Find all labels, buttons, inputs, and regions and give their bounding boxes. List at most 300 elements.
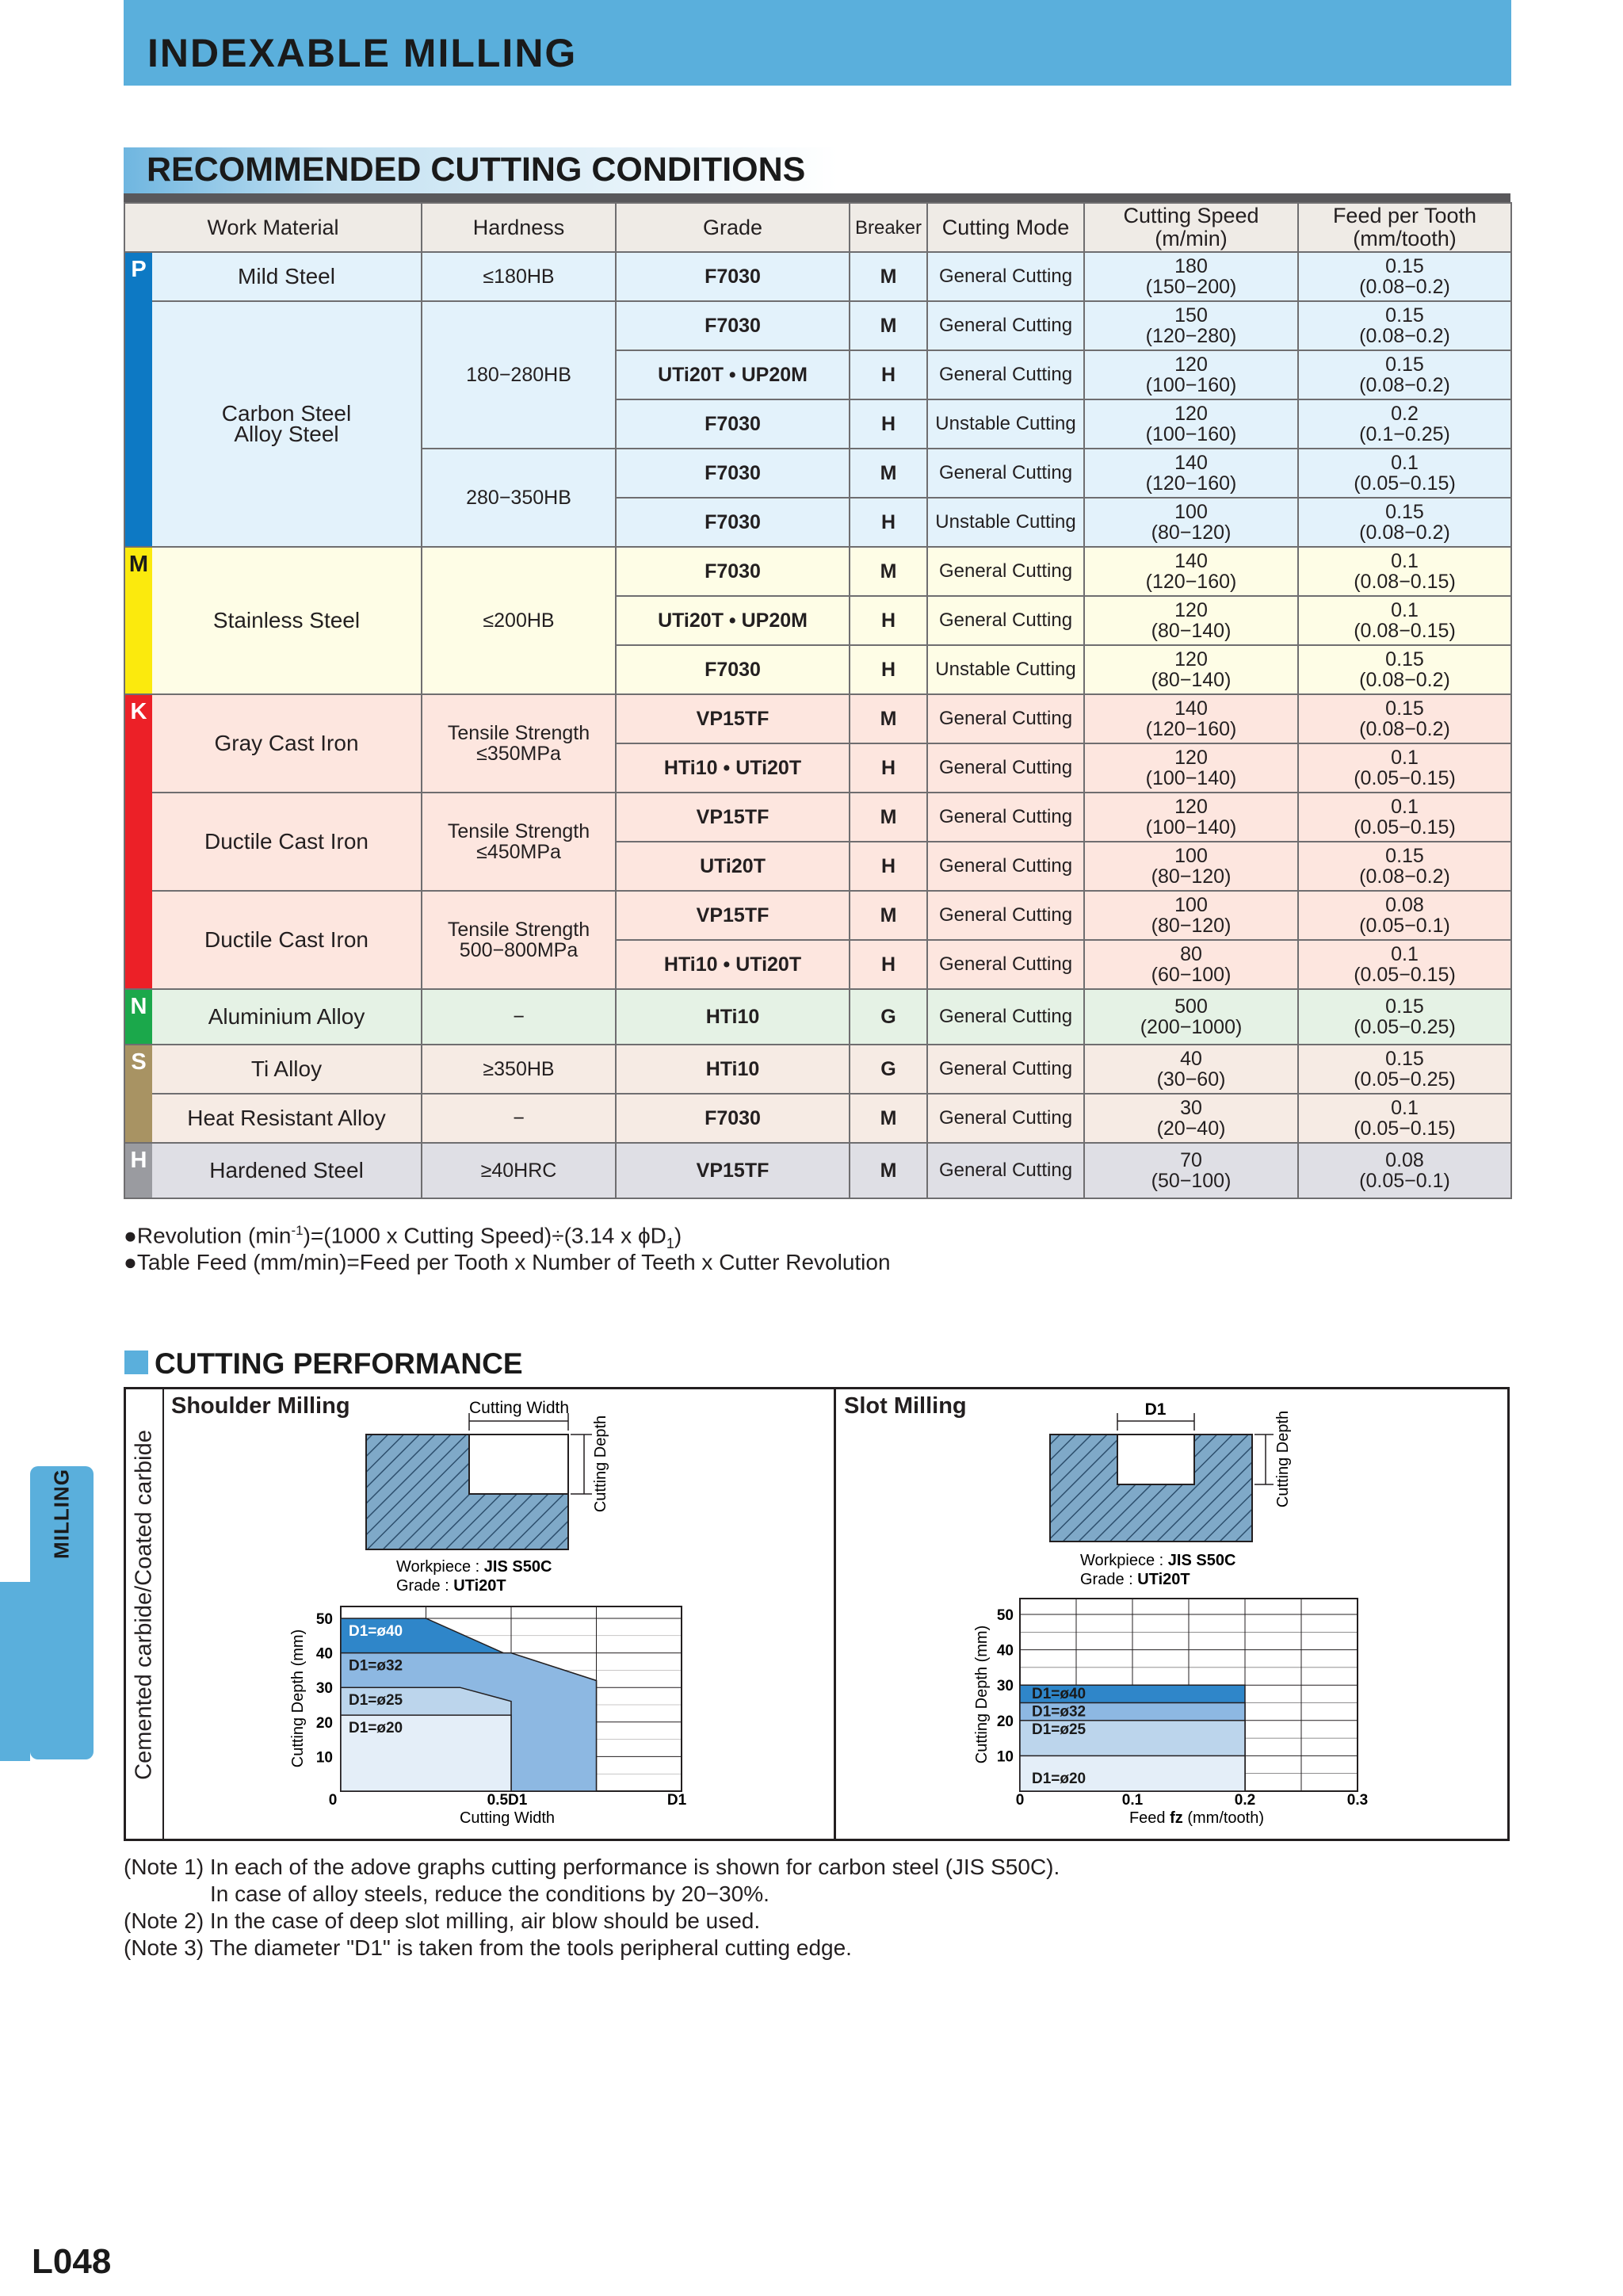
cutting-speed-cell xyxy=(1084,547,1298,596)
cutting-mode-value: Unstable Cutting xyxy=(935,659,1076,680)
feed-cell xyxy=(1298,891,1511,940)
feed-range: (0.08−0.2) xyxy=(1359,521,1450,544)
section-rule xyxy=(124,193,1510,202)
shoulder-series-label: D1=ø32 xyxy=(349,1657,403,1675)
feed-cell xyxy=(1298,301,1511,350)
hardness-line: ≤450MPa xyxy=(476,841,561,863)
cutting-mode-value: General Cutting xyxy=(938,1058,1073,1079)
cutting-speed-cell xyxy=(1084,498,1298,547)
feed-cell xyxy=(1298,350,1511,399)
breaker-cell xyxy=(850,940,927,989)
grade-value: HTi10 • UTi20T xyxy=(663,953,802,976)
cutting-speed-cell xyxy=(1084,350,1298,399)
breaker-value: M xyxy=(880,560,897,583)
cutting-speed-cell xyxy=(1084,1045,1298,1094)
grade-value: VP15TF xyxy=(696,904,769,926)
cutting-mode-cell xyxy=(927,842,1084,891)
table-row xyxy=(124,1143,1511,1198)
feed-value: 0.08 xyxy=(1385,894,1424,916)
table-row xyxy=(124,1045,1511,1094)
breaker-cell xyxy=(850,793,927,842)
formula-revolution xyxy=(124,1223,682,1252)
header-work-material: Work Material xyxy=(124,203,422,252)
feed-value: 0.1 xyxy=(1391,943,1419,965)
breaker-value: M xyxy=(880,904,897,926)
grade-cell xyxy=(616,891,850,940)
grade-cell xyxy=(616,989,850,1045)
slot-y-tick: 10 xyxy=(996,1748,1014,1766)
header-hardness: Hardness xyxy=(422,203,616,252)
slot-y-tick: 30 xyxy=(996,1678,1014,1695)
hardness-line: 500−800MPa xyxy=(459,939,579,961)
feed-range: (0.05−0.15) xyxy=(1354,964,1456,986)
formula-rev-part: ●Revolution (min xyxy=(124,1223,292,1248)
material-mild-steel: Mild Steel xyxy=(152,252,422,301)
grade-value: HTi10 • UTi20T xyxy=(663,757,802,779)
feed-range: (0.1−0.25) xyxy=(1359,423,1450,445)
grade-cell xyxy=(616,842,850,891)
cutting-mode-value: General Cutting xyxy=(938,757,1073,778)
feed-range: (0.08−0.15) xyxy=(1354,571,1456,593)
workpiece-text xyxy=(396,1558,552,1576)
cutting-conditions-table xyxy=(124,202,1512,1199)
breaker-cell xyxy=(850,842,927,891)
cutting-speed-cell xyxy=(1084,891,1298,940)
breaker-cell xyxy=(850,449,927,498)
breaker-value: H xyxy=(880,364,896,386)
cutting-mode-value: General Cutting xyxy=(938,1107,1073,1129)
cutting-speed-cell xyxy=(1084,694,1298,743)
cutting-speed-cell xyxy=(1084,793,1298,842)
cutting-mode-cell xyxy=(927,989,1084,1045)
category-n: N xyxy=(124,989,152,1045)
feed-cell xyxy=(1298,793,1511,842)
feed-range: (0.05−0.15) xyxy=(1354,1117,1456,1140)
grade-value: UTi20T • UP20M xyxy=(658,364,808,386)
feed-cell xyxy=(1298,596,1511,645)
speed-value: 180 xyxy=(1174,255,1208,277)
grade-value: F7030 xyxy=(705,413,761,435)
category-p: P xyxy=(124,252,152,547)
feed-value: 0.15 xyxy=(1385,501,1424,523)
shoulder-milling-title: Shoulder Milling xyxy=(171,1393,350,1419)
shoulder-y-tick: 50 xyxy=(315,1611,333,1628)
cutting-mode-cell xyxy=(927,1143,1084,1198)
breaker-value: H xyxy=(880,609,896,632)
material-carbon-line1: Carbon Steel xyxy=(221,401,352,426)
feed-range: (0.05−0.15) xyxy=(1354,816,1456,839)
shoulder-y-axis-label: Cutting Depth (mm) xyxy=(289,1629,307,1768)
material-stainless-steel: Stainless Steel xyxy=(152,547,422,694)
feed-range: (0.05−0.15) xyxy=(1354,472,1456,495)
speed-range: (120−160) xyxy=(1145,571,1237,593)
slot-y-tick: 40 xyxy=(996,1642,1014,1660)
grade-value: UTi20T xyxy=(700,855,766,877)
feed-value: 0.15 xyxy=(1385,845,1424,867)
slot-x-axis-part: fz xyxy=(1170,1809,1183,1827)
breaker-cell xyxy=(850,596,927,645)
cutting-mode-cell xyxy=(927,1094,1084,1143)
speed-range: (150−200) xyxy=(1145,276,1237,298)
page-number: L048 xyxy=(32,2242,112,2281)
hardness-cell: ≥40HRC xyxy=(422,1143,616,1198)
breaker-cell xyxy=(850,1094,927,1143)
cutting-speed-cell xyxy=(1084,1094,1298,1143)
shoulder-x-tick-0: 0 xyxy=(328,1792,338,1809)
formula-rev-sub: 1 xyxy=(666,1235,674,1251)
feed-value: 0.15 xyxy=(1385,304,1424,327)
slot-workpiece-text xyxy=(1080,1552,1235,1569)
category-m: M xyxy=(124,547,152,694)
feed-range: (0.08−0.2) xyxy=(1359,718,1450,740)
breaker-cell xyxy=(850,891,927,940)
grade-cell xyxy=(616,350,850,399)
hardness-cell: 180−280HB xyxy=(422,301,616,449)
table-row xyxy=(124,547,1511,596)
cutting-depth-label: Cutting Depth xyxy=(592,1415,609,1513)
breaker-cell xyxy=(850,1143,927,1198)
grade-value: F7030 xyxy=(705,266,761,288)
feed-value: 0.15 xyxy=(1385,1048,1424,1070)
hardness-line: Tensile Strength xyxy=(447,820,590,842)
hardness-line: Tensile Strength xyxy=(447,919,590,941)
feed-value: 0.1 xyxy=(1391,1097,1419,1119)
hardness-cell xyxy=(422,793,616,891)
grade-value: F7030 xyxy=(705,462,761,484)
slot-workpiece-diagram xyxy=(1050,1413,1274,1541)
grade-value: F7030 xyxy=(705,1107,761,1129)
cutting-mode-cell xyxy=(927,498,1084,547)
speed-range: (100−160) xyxy=(1145,423,1237,445)
speed-value: 30 xyxy=(1180,1097,1202,1119)
cutting-speed-cell xyxy=(1084,596,1298,645)
cutting-speed-cell xyxy=(1084,989,1298,1045)
slot-y-tick: 50 xyxy=(996,1607,1014,1624)
cutting-mode-value: General Cutting xyxy=(938,560,1073,582)
slot-y-axis-label: Cutting Depth (mm) xyxy=(973,1625,991,1764)
grade-value: UTi20T • UP20M xyxy=(658,609,808,632)
shoulder-milling-figure xyxy=(164,1391,834,1839)
breaker-cell xyxy=(850,989,927,1045)
grade-cell xyxy=(616,743,850,793)
speed-value: 100 xyxy=(1174,845,1208,867)
grade-cell xyxy=(616,449,850,498)
hardness-cell: 280−350HB xyxy=(422,449,616,547)
cutting-speed-cell xyxy=(1084,399,1298,449)
speed-range: (80−140) xyxy=(1151,620,1232,642)
grade-value: VP15TF xyxy=(696,708,769,730)
d1-label: D1 xyxy=(1144,1400,1167,1419)
table-row xyxy=(124,301,1511,350)
slot-milling-figure xyxy=(836,1391,1508,1839)
slot-cutting-depth-label: Cutting Depth xyxy=(1274,1410,1292,1508)
cutting-mode-cell xyxy=(927,399,1084,449)
breaker-cell xyxy=(850,252,927,301)
cutting-mode-value: General Cutting xyxy=(938,806,1073,827)
breaker-cell xyxy=(850,694,927,743)
material-ti-alloy: Ti Alloy xyxy=(152,1045,422,1094)
formula-table-feed: ●Table Feed (mm/min)=Feed per Tooth x Number of Teeth x Cutter Revolution xyxy=(124,1250,891,1274)
workpiece-value: JIS S50C xyxy=(483,1558,552,1576)
breaker-cell xyxy=(850,399,927,449)
breaker-value: H xyxy=(880,413,896,435)
speed-range: (60−100) xyxy=(1151,964,1232,986)
slot-x-tick: 0.2 xyxy=(1234,1792,1256,1809)
slot-series-label: D1=ø32 xyxy=(1032,1703,1086,1721)
grade-value: F7030 xyxy=(705,511,761,533)
cutting-speed-cell xyxy=(1084,301,1298,350)
breaker-value: H xyxy=(880,855,896,877)
feed-value: 0.1 xyxy=(1391,452,1419,474)
cutting-mode-value: General Cutting xyxy=(938,315,1073,336)
hardness-line: Tensile Strength xyxy=(447,722,590,744)
speed-value: 140 xyxy=(1174,452,1208,474)
cutting-mode-cell xyxy=(927,891,1084,940)
feed-range: (0.08−0.15) xyxy=(1354,620,1456,642)
feed-range: (0.08−0.2) xyxy=(1359,865,1450,888)
breaker-value: H xyxy=(880,659,896,681)
shoulder-y-tick: 20 xyxy=(315,1714,333,1732)
grade-cell xyxy=(616,498,850,547)
feed-range: (0.05−0.1) xyxy=(1359,915,1450,937)
hardness-cell: − xyxy=(422,989,616,1045)
header-grade: Grade xyxy=(616,203,850,252)
feed-range: (0.08−0.2) xyxy=(1359,669,1450,691)
hardness-cell xyxy=(422,891,616,989)
formula-rev-part: )=(1000 x Cutting Speed)÷(3.14 x ϕD xyxy=(303,1223,666,1248)
grade-cell xyxy=(616,399,850,449)
speed-value: 120 xyxy=(1174,403,1208,425)
speed-value: 120 xyxy=(1174,648,1208,670)
header-feed-line1: Feed per Tooth xyxy=(1332,204,1477,227)
slot-grade-value: UTi20T xyxy=(1137,1571,1190,1588)
grade-cell xyxy=(616,596,850,645)
feed-range: (0.05−0.25) xyxy=(1354,1068,1456,1091)
cutting-mode-cell xyxy=(927,252,1084,301)
grade-label: Grade : xyxy=(396,1577,454,1595)
shoulder-workpiece-diagram xyxy=(366,1413,592,1549)
feed-value: 0.1 xyxy=(1391,550,1419,572)
hardness-cell: ≥350HB xyxy=(422,1045,616,1094)
cutting-mode-value: General Cutting xyxy=(938,904,1073,926)
shoulder-x-axis-label: Cutting Width xyxy=(459,1809,556,1827)
grade-text xyxy=(396,1577,506,1595)
cutting-mode-value: General Cutting xyxy=(938,609,1073,631)
feed-value: 0.1 xyxy=(1391,796,1419,818)
cutting-mode-value: General Cutting xyxy=(938,1006,1073,1027)
slot-chart xyxy=(997,1599,1368,1809)
tool-material-label: Cemented carbide/Coated carbide xyxy=(131,1430,157,1780)
breaker-cell xyxy=(850,1045,927,1094)
hardness-cell xyxy=(422,694,616,793)
speed-range: (200−1000) xyxy=(1140,1016,1243,1038)
table-header-row xyxy=(124,203,1511,252)
speed-value: 120 xyxy=(1174,747,1208,769)
grade-cell xyxy=(616,645,850,694)
cutting-mode-value: General Cutting xyxy=(938,364,1073,385)
slot-x-tick: 0.1 xyxy=(1121,1792,1144,1809)
category-h: H xyxy=(124,1143,152,1198)
material-ductile-cast-iron-1: Ductile Cast Iron xyxy=(152,793,422,891)
grade-cell xyxy=(616,793,850,842)
speed-range: (100−140) xyxy=(1145,816,1237,839)
cutting-mode-cell xyxy=(927,940,1084,989)
speed-range: (120−160) xyxy=(1145,718,1237,740)
shoulder-y-tick: 40 xyxy=(315,1645,333,1663)
speed-range: (80−120) xyxy=(1151,915,1232,937)
slot-workpiece-value: JIS S50C xyxy=(1167,1552,1236,1569)
breaker-cell xyxy=(850,645,927,694)
material-hardened-steel: Hardened Steel xyxy=(152,1143,422,1198)
feed-cell xyxy=(1298,940,1511,989)
material-carbon-line2: Alloy Steel xyxy=(234,422,339,446)
cutting-speed-cell xyxy=(1084,940,1298,989)
feed-cell xyxy=(1298,743,1511,793)
speed-value: 140 xyxy=(1174,550,1208,572)
breaker-value: M xyxy=(880,1107,897,1129)
grade-cell xyxy=(616,547,850,596)
breaker-cell xyxy=(850,350,927,399)
slot-series-label: D1=ø25 xyxy=(1032,1721,1086,1738)
feed-value: 0.15 xyxy=(1385,353,1424,376)
feed-value: 0.15 xyxy=(1385,648,1424,670)
feed-range: (0.05−0.25) xyxy=(1354,1016,1456,1038)
speed-range: (100−160) xyxy=(1145,374,1237,396)
side-tab-left xyxy=(0,1582,30,1761)
breaker-cell xyxy=(850,301,927,350)
shoulder-x-tick-end: D1 xyxy=(666,1792,687,1809)
speed-value: 140 xyxy=(1174,697,1208,720)
category-s: S xyxy=(124,1045,152,1143)
slot-milling-title: Slot Milling xyxy=(844,1393,967,1419)
cutting-speed-cell xyxy=(1084,252,1298,301)
side-tab-label: MILLING xyxy=(49,1469,74,1559)
cutting-speed-cell xyxy=(1084,645,1298,694)
breaker-cell xyxy=(850,743,927,793)
feed-range: (0.08−0.2) xyxy=(1359,276,1450,298)
breaker-cell xyxy=(850,547,927,596)
feed-range: (0.08−0.2) xyxy=(1359,374,1450,396)
cutting-mode-value: Unstable Cutting xyxy=(935,511,1076,533)
feed-range: (0.05−0.15) xyxy=(1354,767,1456,789)
hardness-cell: ≤200HB xyxy=(422,547,616,694)
breaker-value: M xyxy=(880,1159,897,1182)
cutting-mode-value: General Cutting xyxy=(938,1159,1073,1181)
speed-value: 500 xyxy=(1174,995,1208,1018)
header-cutting-speed xyxy=(1084,203,1298,252)
formula-rev-part: ) xyxy=(674,1223,682,1248)
grade-cell xyxy=(616,694,850,743)
speed-value: 100 xyxy=(1174,501,1208,523)
grade-cell xyxy=(616,1094,850,1143)
cutting-mode-value: General Cutting xyxy=(938,855,1073,877)
breaker-value: H xyxy=(880,757,896,779)
speed-value: 120 xyxy=(1174,796,1208,818)
feed-value: 0.2 xyxy=(1391,403,1419,425)
cutting-mode-value: General Cutting xyxy=(938,462,1073,483)
note-3: (Note 3) The diameter "D1" is taken from the tools peripheral cutting edge. xyxy=(124,1935,852,1960)
speed-value: 120 xyxy=(1174,599,1208,621)
feed-cell xyxy=(1298,1045,1511,1094)
feed-cell xyxy=(1298,252,1511,301)
cutting-mode-cell xyxy=(927,645,1084,694)
cutting-width-label: Cutting Width xyxy=(468,1399,570,1417)
cutting-mode-value: General Cutting xyxy=(938,708,1073,729)
speed-value: 120 xyxy=(1174,353,1208,376)
material-heat-resistant-alloy: Heat Resistant Alloy xyxy=(152,1094,422,1143)
table-row xyxy=(124,891,1511,940)
section-title-performance: CUTTING PERFORMANCE xyxy=(155,1347,523,1380)
speed-range: (80−120) xyxy=(1151,865,1232,888)
breaker-value: M xyxy=(880,708,897,730)
feed-cell xyxy=(1298,1094,1511,1143)
speed-range: (80−120) xyxy=(1151,521,1232,544)
feed-value: 0.1 xyxy=(1391,747,1419,769)
header-speed-line1: Cutting Speed xyxy=(1123,204,1259,227)
cutting-mode-cell xyxy=(927,596,1084,645)
breaker-value: H xyxy=(880,511,896,533)
feed-cell xyxy=(1298,449,1511,498)
shoulder-series-label: D1=ø25 xyxy=(349,1692,403,1710)
table-row xyxy=(124,252,1511,301)
feed-value: 0.15 xyxy=(1385,697,1424,720)
speed-value: 150 xyxy=(1174,304,1208,327)
slot-workpiece-label: Workpiece : xyxy=(1080,1552,1168,1569)
cutting-speed-cell xyxy=(1084,842,1298,891)
cutting-mode-value: Unstable Cutting xyxy=(935,413,1076,434)
feed-cell xyxy=(1298,645,1511,694)
breaker-value: H xyxy=(880,953,896,976)
cutting-mode-value: General Cutting xyxy=(938,266,1073,287)
table-row xyxy=(124,989,1511,1045)
material-ductile-cast-iron-2: Ductile Cast Iron xyxy=(152,891,422,989)
shoulder-chart xyxy=(316,1606,682,1791)
page-title: INDEXABLE MILLING xyxy=(147,31,578,75)
slot-x-tick: 0.3 xyxy=(1346,1792,1369,1809)
slot-x-axis-part: Feed xyxy=(1128,1809,1170,1827)
speed-range: (50−100) xyxy=(1151,1170,1232,1192)
speed-range: (120−160) xyxy=(1145,472,1237,495)
material-carbon-alloy-steel xyxy=(152,301,422,547)
cutting-mode-cell xyxy=(927,547,1084,596)
feed-cell xyxy=(1298,1143,1511,1198)
note-1a: (Note 1) In each of the adove graphs cutting performance is shown for carbon steel (JIS S50C). xyxy=(124,1855,1060,1879)
shoulder-series-label: D1=ø40 xyxy=(349,1623,403,1640)
feed-cell xyxy=(1298,694,1511,743)
cutting-mode-cell xyxy=(927,350,1084,399)
cutting-mode-cell xyxy=(927,449,1084,498)
hardness-cell: ≤180HB xyxy=(422,252,616,301)
cutting-speed-cell xyxy=(1084,1143,1298,1198)
feed-cell xyxy=(1298,399,1511,449)
breaker-value: M xyxy=(880,806,897,828)
header-breaker: Breaker xyxy=(850,203,927,252)
breaker-cell xyxy=(850,498,927,547)
header-cutting-mode: Cutting Mode xyxy=(927,203,1084,252)
table-row xyxy=(124,793,1511,842)
speed-value: 70 xyxy=(1180,1149,1202,1171)
speed-range: (20−40) xyxy=(1156,1117,1226,1140)
grade-cell xyxy=(616,1045,850,1094)
header-feed-line2: (mm/tooth) xyxy=(1353,227,1457,250)
speed-value: 40 xyxy=(1180,1048,1202,1070)
breaker-value: M xyxy=(880,315,897,337)
feed-cell xyxy=(1298,498,1511,547)
speed-range: (100−140) xyxy=(1145,767,1237,789)
cutting-speed-cell xyxy=(1084,743,1298,793)
slot-x-tick-0: 0 xyxy=(1015,1792,1025,1809)
slot-series-label: D1=ø20 xyxy=(1032,1771,1086,1787)
